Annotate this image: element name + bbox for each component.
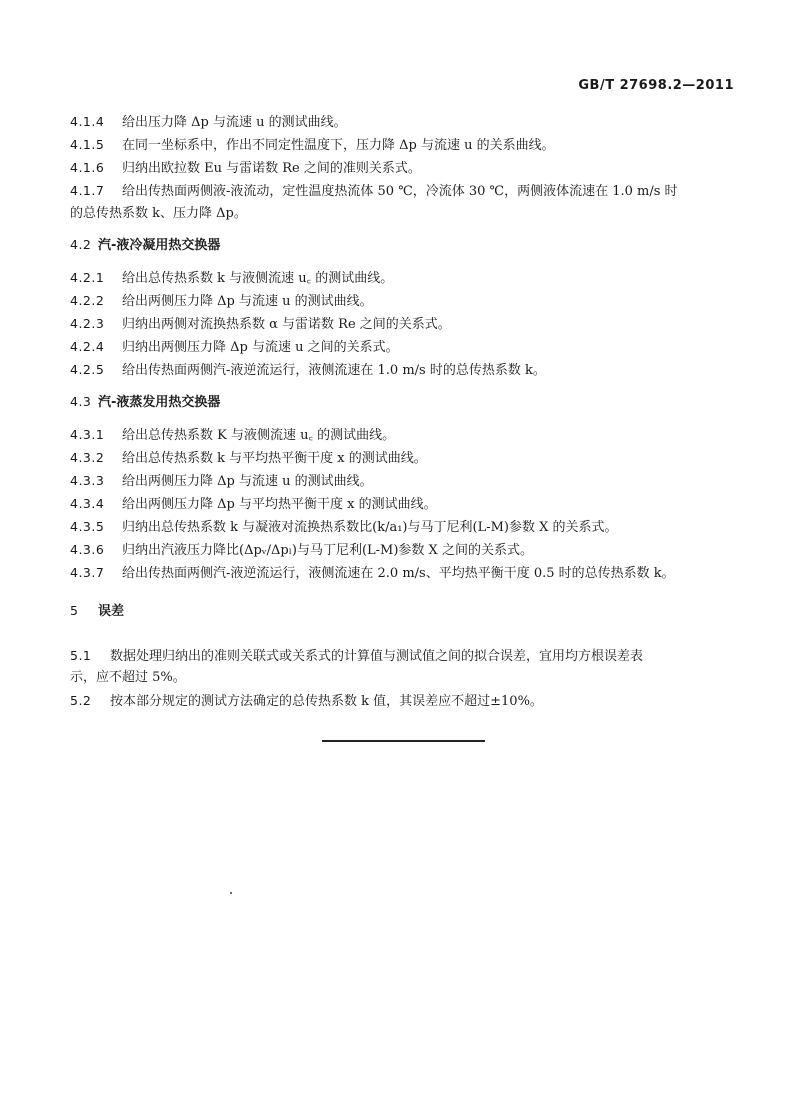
clause-number: 4.1.4: [70, 114, 105, 129]
clause-text: 数据处理归纳出的准则关联式或关系式的计算值与测试值之间的拟合误差，宜用均方根误差表: [110, 649, 644, 664]
clause-text: 给出总传热系数 k 与液侧流速 u꜀ 的测试曲线。: [122, 271, 394, 286]
clause-number: 4.3.1: [70, 427, 105, 442]
clause-text: 归纳出欧拉数 Eu 与雷诺数 Re 之间的准则关系式。: [122, 161, 421, 176]
clause-number: 4.1.6: [70, 160, 105, 175]
clause-5-1: [70, 647, 740, 665]
clause-4-3-6: [70, 541, 740, 559]
section-title: 汽-液冷凝用热交换器: [98, 238, 221, 253]
clause-4-3-3: [70, 472, 740, 490]
clause-number: 5.2: [70, 693, 92, 708]
clause-4-3-7: [70, 564, 740, 582]
clause-text: 给出两侧压力降 Δp 与流速 u 的测试曲线。: [122, 294, 373, 309]
clause-number: 4.2.5: [70, 362, 105, 377]
section-number: 4.2: [70, 237, 92, 252]
clause-text: 在同一坐标系中，作出不同定性温度下，压力降 Δp 与流速 u 的关系曲线。: [122, 138, 555, 153]
clause-4-3-2: [70, 449, 740, 467]
clause-text: 给出传热面两侧汽-液逆流运行，液侧流速在 2.0 m/s、平均热平衡干度 0.5 时的总传热系数 k。: [122, 566, 675, 581]
clause-text: 归纳出两侧对流换热系数 α 与雷诺数 Re 之间的关系式。: [122, 317, 451, 332]
scan-speck: [230, 892, 232, 894]
clause-4-1-5: [70, 136, 740, 154]
clause-text: 给出压力降 Δp 与流速 u 的测试曲线。: [122, 115, 347, 130]
section-heading-4-3: [70, 393, 740, 411]
clause-number: 5.1: [70, 648, 92, 663]
clause-4-2-3: [70, 315, 740, 333]
clause-text: 按本部分规定的测试方法确定的总传热系数 k 值，其误差应不超过±10%。: [110, 694, 543, 709]
clause-number: 4.3.2: [70, 450, 105, 465]
clause-4-1-7-continuation: 的总传热系数 k、压力降 Δp。: [70, 206, 247, 221]
end-of-standard-rule: [322, 740, 485, 742]
clause-number: 4.3.7: [70, 565, 105, 580]
clause-number: 4.2.1: [70, 270, 105, 285]
clause-number: 4.3.5: [70, 519, 105, 534]
clause-number: 4.3.3: [70, 473, 105, 488]
section-heading-5: [70, 602, 740, 620]
clause-5-1-continuation: 示，应不超过 5%。: [70, 670, 186, 685]
clause-number: 4.2.4: [70, 339, 105, 354]
clause-number: 4.2.2: [70, 293, 105, 308]
clause-number: 4.3.4: [70, 496, 105, 511]
clause-4-3-4: [70, 495, 740, 513]
clause-text: 归纳出两侧压力降 Δp 与流速 u 之间的关系式。: [122, 340, 399, 355]
clause-text: 给出传热面两侧汽-液逆流运行，液侧流速在 1.0 m/s 时的总传热系数 k。: [122, 363, 546, 378]
clause-text: 给出总传热系数 k 与平均热平衡干度 x 的测试曲线。: [122, 451, 427, 466]
clause-number: 4.3.6: [70, 542, 105, 557]
section-heading-4-2: [70, 236, 740, 254]
clause-number: 4.1.5: [70, 137, 105, 152]
clause-4-2-2: [70, 292, 740, 310]
clause-text: 给出传热面两侧液-液流动，定性温度热流体 50 ℃，冷流体 30 ℃，两侧液体流速在 1.0 m/s 时: [122, 184, 678, 199]
clause-text: 给出两侧压力降 Δp 与流速 u 的测试曲线。: [122, 474, 373, 489]
clause-number: 4.2.3: [70, 316, 105, 331]
clause-4-3-1: [70, 426, 740, 444]
clause-5-2: [70, 692, 740, 710]
clause-4-1-6: [70, 159, 740, 177]
clause-number: 4.1.7: [70, 183, 105, 198]
clause-4-1-7: [70, 182, 740, 200]
section-number: 4.3: [70, 394, 92, 409]
clause-text: 归纳出总传热系数 k 与凝液对流换热系数比(k/a₁)与马丁尼利(L-M)参数 X 的关系式。: [122, 520, 618, 535]
clause-text: 给出两侧压力降 Δp 与平均热平衡干度 x 的测试曲线。: [122, 497, 437, 512]
standard-code: GB/T 27698.2—2011: [578, 78, 734, 93]
clause-4-2-5: [70, 361, 740, 379]
section-title: 汽-液蒸发用热交换器: [98, 395, 221, 410]
clause-4-1-4: [70, 113, 740, 131]
clause-4-2-1: [70, 269, 740, 287]
section-title: 误差: [98, 604, 125, 619]
clause-4-3-5: [70, 518, 740, 536]
clause-4-2-4: [70, 338, 740, 356]
clause-text: 归纳出汽液压力降比(Δpᵥ/Δpₗ)与马丁尼利(L-M)参数 X 之间的关系式。: [122, 543, 533, 558]
clause-text: 给出总传热系数 K 与液侧流速 u꜀ 的测试曲线。: [122, 428, 396, 443]
section-number: 5: [70, 603, 79, 618]
